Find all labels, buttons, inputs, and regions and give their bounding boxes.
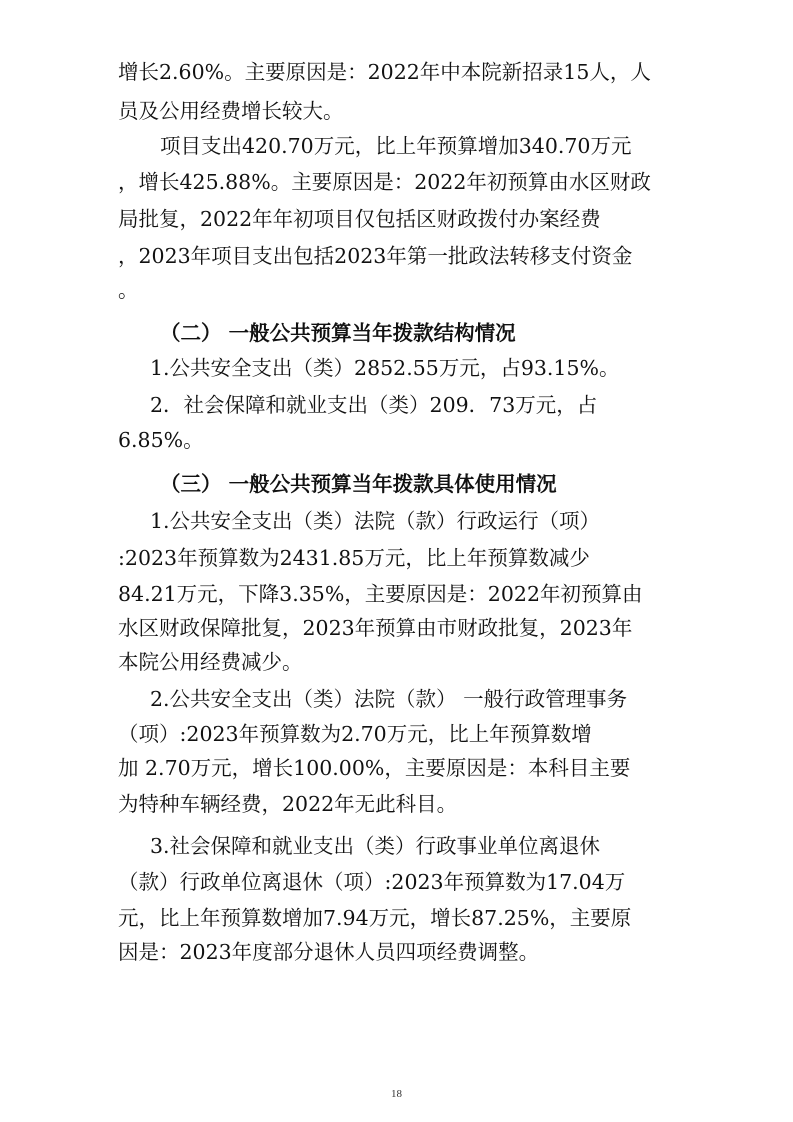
page-number: 18 <box>391 1088 402 1100</box>
text-line: 水区财政保障批复，2023年预算由市财政批复，2023年 <box>118 616 633 640</box>
text-line: 局批复，2022年年初项目仅包括区财政拨付办案经费 <box>118 207 601 231</box>
text-line: 本院公用经费减少。 <box>118 650 303 674</box>
text-line: 增长2.60%。主要原因是：2022年中本院新招录15人，人 <box>118 60 651 84</box>
text-line: 2.公共安全支出（类）法院（款） 一般行政管理事务 <box>150 687 628 711</box>
text-line: 加 2.70万元，增长100.00%，主要原因是：本科目主要 <box>118 756 631 780</box>
section-heading-3: （三） 一般公共预算当年拨款具体使用情况 <box>160 472 557 496</box>
text-line: 1.公共安全支出（类）法院（款）行政运行（项） <box>150 509 601 533</box>
text-line: 2．社会保障和就业支出（类）209．73万元，占 <box>150 393 598 417</box>
text-line: 1.公共安全支出（类）2852.55万元，占93.15%。 <box>150 356 620 380</box>
text-line: :2023年预算数为2431.85万元，比上年预算数减少 <box>118 546 590 570</box>
text-line: ，2023年项目支出包括2023年第一批政法转移支付资金 <box>118 244 633 268</box>
text-line: 3.社会保障和就业支出（类）行政事业单位离退休 <box>150 834 601 858</box>
text-line: 6.85%。 <box>118 428 204 452</box>
text-line: ，增长425.88%。主要原因是：2022年初预算由水区财政 <box>118 170 651 194</box>
text-line: 为特种车辆经费，2022年无此科目。 <box>118 792 458 816</box>
text-line: 因是：2023年度部分退休人员四项经费调整。 <box>118 940 540 964</box>
text-line: （项）:2023年预算数为2.70万元，比上年预算数增 <box>118 722 592 746</box>
text-line: 项目支出420.70万元，比上年预算增加340.70万元 <box>160 134 632 158</box>
text-line: （款）行政单位离退休（项）:2023年预算数为17.04万 <box>118 870 626 894</box>
text-line: 元，比上年预算数增加7.94万元，增长87.25%，主要原 <box>118 906 632 930</box>
text-line: 员及公用经费增长较大。 <box>118 99 344 123</box>
section-heading-2: （二） 一般公共预算当年拨款结构情况 <box>160 321 516 345</box>
text-line: 84.21万元，下降3.35%，主要原因是：2022年初预算由 <box>118 582 643 606</box>
text-line: 。 <box>118 278 139 302</box>
